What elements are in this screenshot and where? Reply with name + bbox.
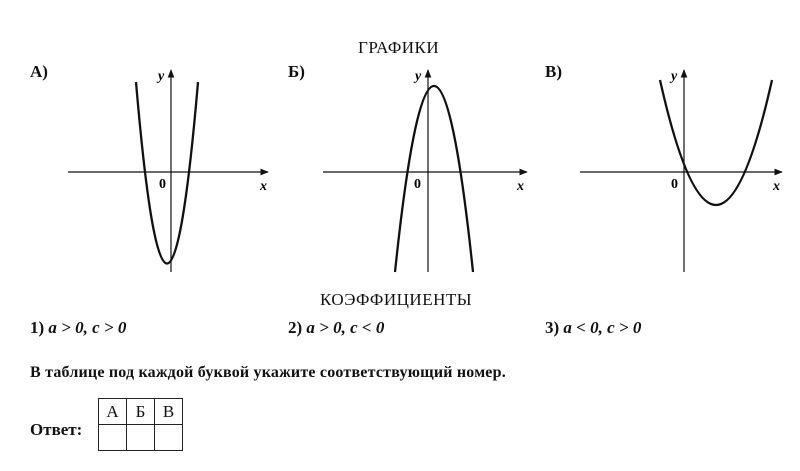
answer-header-b: Б bbox=[127, 399, 155, 425]
answer-header-v: В bbox=[155, 399, 183, 425]
option-3-a: a < 0, bbox=[563, 318, 603, 337]
option-3 bbox=[545, 318, 641, 338]
answer-cell-v[interactable] bbox=[155, 425, 183, 451]
graph-label-a: А) bbox=[30, 62, 48, 81]
option-2-c: c < 0 bbox=[350, 318, 385, 337]
graph-v-x-label: x bbox=[773, 179, 780, 194]
graph-a bbox=[68, 69, 268, 272]
answer-header-row bbox=[99, 399, 183, 425]
graph-a-parabola bbox=[136, 82, 198, 264]
answer-label: Ответ: bbox=[30, 420, 83, 439]
option-2 bbox=[288, 318, 384, 338]
graph-b-origin-label: 0 bbox=[414, 177, 421, 192]
option-3-number: 3) bbox=[545, 318, 560, 337]
option-1-c: c > 0 bbox=[92, 318, 127, 337]
graph-v-y-label: y bbox=[671, 69, 678, 84]
option-1-number: 1) bbox=[30, 318, 45, 337]
option-1 bbox=[30, 318, 126, 338]
option-2-a: a > 0, bbox=[306, 318, 346, 337]
graph-v-origin-label: 0 bbox=[671, 177, 678, 192]
answer-table bbox=[98, 398, 183, 451]
answer-cell-b[interactable] bbox=[127, 425, 155, 451]
graphs-title: ГРАФИКИ bbox=[358, 38, 440, 57]
option-3-c: c > 0 bbox=[607, 318, 642, 337]
graph-a-y-label: y bbox=[158, 69, 165, 84]
coefficients-title: КОЭФФИЦИЕНТЫ bbox=[320, 290, 473, 309]
graph-b-y-label: y bbox=[415, 69, 422, 84]
graph-b-x-label: x bbox=[517, 179, 524, 194]
answer-input-row bbox=[99, 425, 183, 451]
answer-header-a: А bbox=[99, 399, 127, 425]
graph-label-v: В) bbox=[545, 62, 562, 81]
graph-b bbox=[323, 69, 527, 272]
answer-cell-a[interactable] bbox=[99, 425, 127, 451]
graph-v bbox=[580, 69, 782, 272]
graph-a-x-label: x bbox=[260, 179, 267, 194]
graph-a-origin-label: 0 bbox=[159, 177, 166, 192]
graph-label-b: Б) bbox=[288, 62, 305, 81]
option-2-number: 2) bbox=[288, 318, 303, 337]
graph-b-parabola bbox=[395, 86, 473, 272]
option-1-a: a > 0, bbox=[48, 318, 88, 337]
instruction-text: В таблице под каждой буквой укажите соответствующий номер. bbox=[30, 364, 506, 381]
